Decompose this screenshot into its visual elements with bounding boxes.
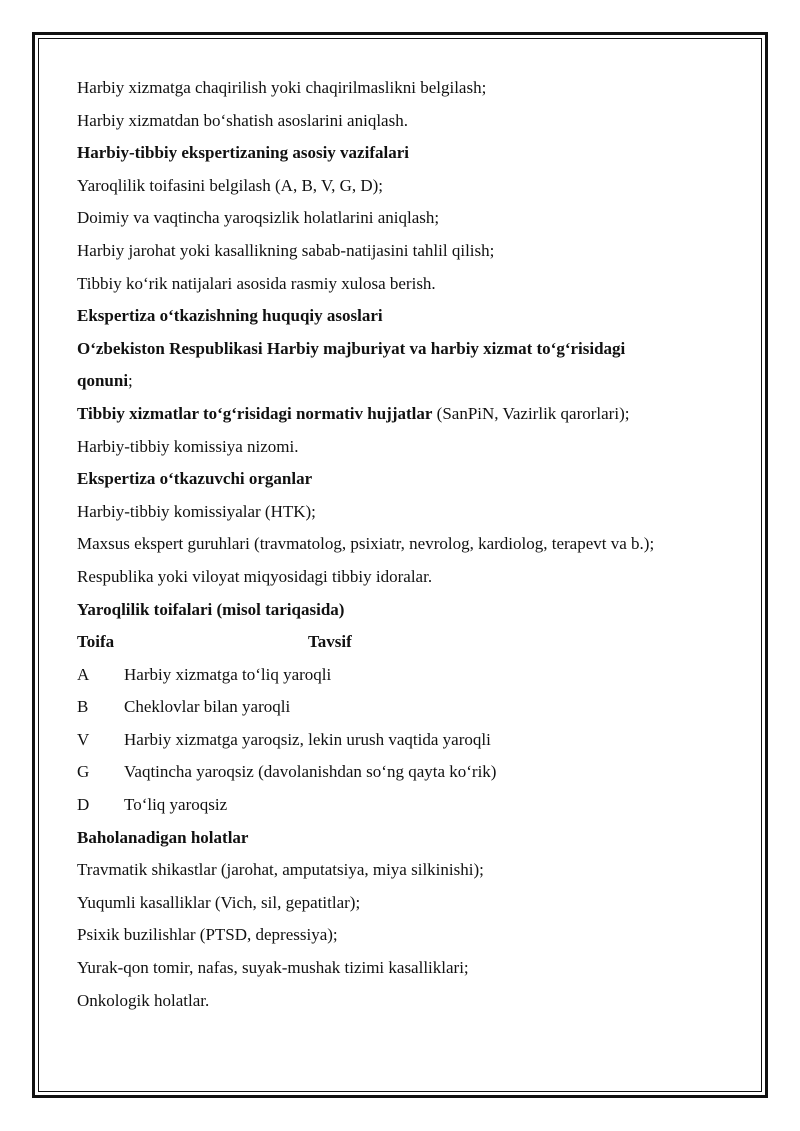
table-cell-description: Vaqtincha yaroqsiz (davolanishdan so‘ng qayta ko‘rik) — [124, 762, 497, 782]
table-row — [77, 659, 737, 692]
list-item: Respublika yoki viloyat miqyosidagi tibbiy idoralar. — [77, 566, 433, 586]
law-title-line2 — [77, 365, 737, 398]
normative-docs-title: Tibbiy xizmatlar to‘g‘risidagi normativ hujjatlar — [77, 403, 433, 423]
table-row — [77, 789, 737, 822]
table-cell-description: Harbiy xizmatga yaroqsiz, lekin urush vaqtida yaroqli — [124, 729, 491, 749]
table-cell-description: Cheklovlar bilan yaroqli — [124, 697, 291, 717]
table-cell-category: B — [77, 697, 89, 717]
section-heading-holatlar: Baholanadigan holatlar — [77, 827, 249, 847]
normative-docs-detail: (SanPiN, Vazirlik qarorlari); — [432, 403, 630, 423]
table-header-toifa: Toifa — [77, 632, 115, 652]
table-cell-description: To‘liq yaroqsiz — [124, 795, 228, 815]
table-row — [77, 756, 737, 789]
list-item: Yurak-qon tomir, nafas, suyak-mushak tizimi kasalliklari; — [77, 958, 469, 978]
section-heading-vazifalar: Harbiy-tibbiy ekspertizaning asosiy vazifalari — [77, 143, 409, 163]
list-item: Yuqumli kasalliklar (Vich, sil, gepatitlar); — [77, 892, 361, 912]
list-item: Harbiy xizmatdan bo‘shatish asoslarini aniqlash. — [77, 110, 408, 130]
law-title-end: qonuni — [77, 371, 129, 391]
table-cell-category: A — [77, 664, 90, 684]
list-item: Yaroqlilik toifasini belgilash (A, B, V, G, D); — [77, 175, 384, 195]
table-cell-description: Harbiy xizmatga to‘liq yaroqli — [124, 664, 332, 684]
list-item: Harbiy xizmatga chaqirilish yoki chaqirilmaslikni belgilash; — [77, 78, 487, 97]
table-header-tavsif: Tavsif — [308, 632, 352, 652]
list-item: Harbiy jarohat yoki kasallikning sabab-natijasini tahlil qilish; — [77, 240, 495, 260]
table-header-row — [77, 626, 737, 659]
list-item: Doimiy va vaqtincha yaroqsizlik holatlarini aniqlash; — [77, 208, 440, 228]
list-item: Travmatik shikastlar (jarohat, amputatsiya, miya silkinishi); — [77, 860, 484, 880]
law-title-punct: ; — [128, 371, 133, 391]
law-title-line1: O‘zbekiston Respublikasi Harbiy majburiyat va harbiy xizmat to‘g‘risidagi — [77, 338, 626, 358]
section-heading-toifalar: Yaroqlilik toifalari (misol tariqasida) — [77, 599, 345, 619]
section-heading-organlar: Ekspertiza o‘tkazuvchi organlar — [77, 469, 313, 489]
list-item: Tibbiy ko‘rik natijalari asosida rasmiy xulosa berish. — [77, 273, 436, 293]
list-item: Psixik buzilishlar (PTSD, depressiya); — [77, 925, 338, 945]
table-cell-category: G — [77, 762, 90, 782]
table-cell-category: V — [77, 729, 90, 749]
table-row — [77, 691, 737, 724]
document-body — [77, 72, 737, 1017]
list-item: Harbiy-tibbiy komissiya nizomi. — [77, 436, 299, 456]
table-row — [77, 724, 737, 757]
normative-docs-line — [77, 398, 737, 431]
section-heading-huquqiy: Ekspertiza o‘tkazishning huquqiy asoslari — [77, 306, 383, 326]
list-item: Onkologik holatlar. — [77, 990, 210, 1010]
list-item: Harbiy-tibbiy komissiyalar (HTK); — [77, 501, 316, 521]
table-cell-category: D — [77, 795, 90, 815]
list-item: Maxsus ekspert guruhlari (travmatolog, psixiatr, nevrolog, kardiolog, terapevt va b.); — [77, 534, 655, 554]
